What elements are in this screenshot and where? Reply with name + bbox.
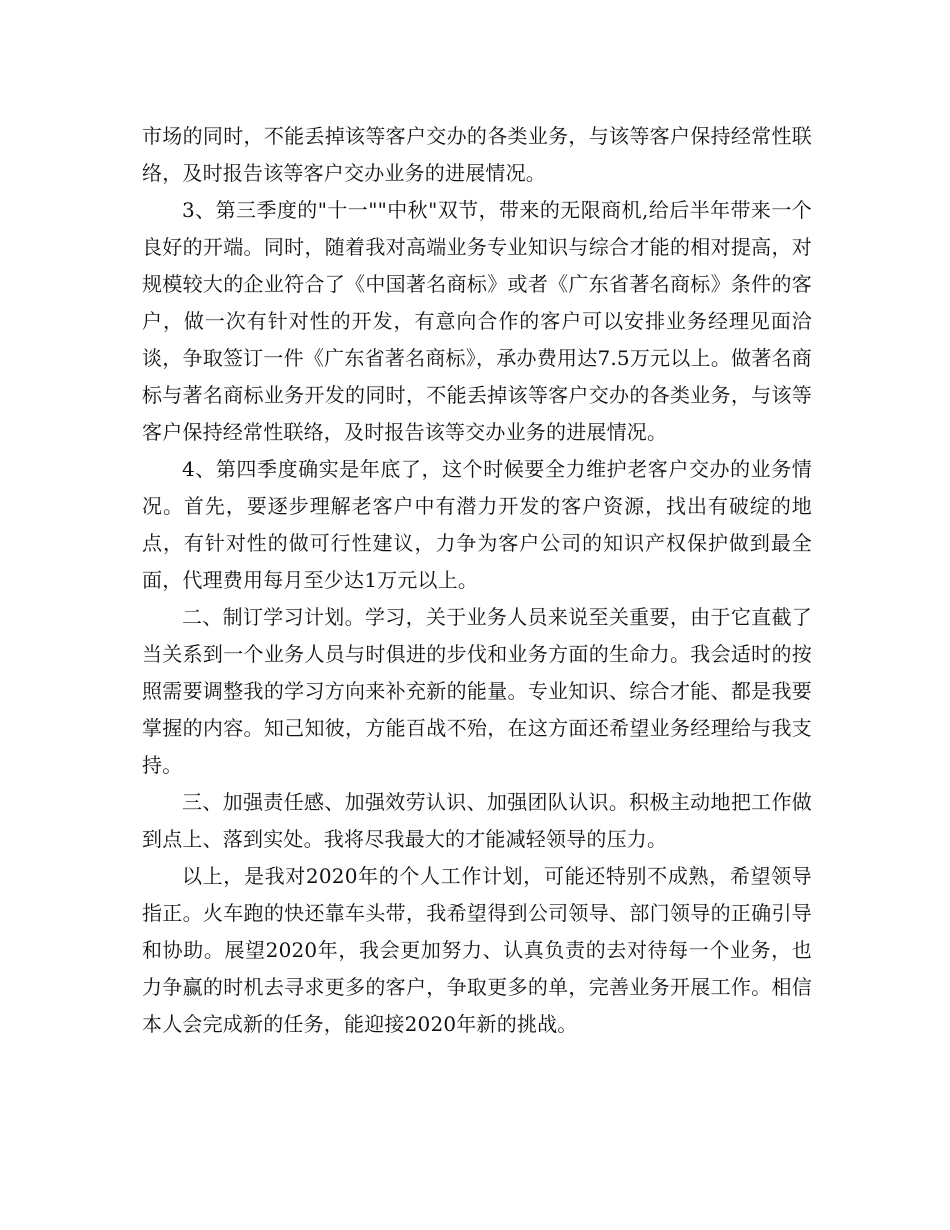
- paragraph-continuation: 市场的同时，不能丢掉该等客户交办的各类业务，与该等客户保持经常性联络，及时报告该等客户交办业务的进展情况。: [142, 124, 812, 185]
- paragraph-fourth-quarter: 4、第四季度确实是年底了，这个时候要全力维护老客户交办的业务情况。首先，要逐步理解老客户中有潜力开发的客户资源，找出有破绽的地点，有针对性的做可行性建议，力争为客户公司的知识产权保护做到最全面，代理费用每月至少达1万元以上。: [142, 457, 812, 592]
- document-body: [142, 118, 812, 1043]
- paragraph-responsibility: 三、加强责任感、加强效劳认识、加强团队认识。积极主动地把工作做到点上、落到实处。我将尽我最大的才能减轻领导的压力。: [142, 790, 812, 851]
- paragraph-study-plan: 二、制订学习计划。学习，关于业务人员来说至关重要，由于它直截了当关系到一个业务人员与时俱进的步伐和业务方面的生命力。我会适时的按照需要调整我的学习方向来补充新的能量。专业知识、综合才能、都是我要掌握的内容。知己知彼，方能百战不殆，在这方面还希望业务经理给与我支持。: [142, 605, 812, 777]
- paragraph-third-quarter: 3、第三季度的"十一""中秋"双节，带来的无限商机,给后半年带来一个良好的开端。同时，随着我对高端业务专业知识与综合才能的相对提高，对规模较大的企业符合了《中国著名商标》或者《广东省著名商标》条件的客户，做一次有针对性的开发，有意向合作的客户可以安排业务经理见面洽谈，争取签订一件《广东省著名商标》，承办费用达7.5万元以上。做著名商标与著名商标业务开发的同时，不能丢掉该等客户交办的各类业务，与该等客户保持经常性联络，及时报告该等交办业务的进展情况。: [142, 198, 812, 444]
- paragraph-conclusion: 以上，是我对2020年的个人工作计划，可能还特别不成熟，希望领导指正。火车跑的快还靠车头带，我希望得到公司领导、部门领导的正确引导和协助。展望2020年，我会更加努力、认真负责的去对待每一个业务，也力争赢的时机去寻求更多的客户，争取更多的单，完善业务开展工作。相信本人会完成新的任务，能迎接2020年新的挑战。: [142, 864, 812, 1036]
